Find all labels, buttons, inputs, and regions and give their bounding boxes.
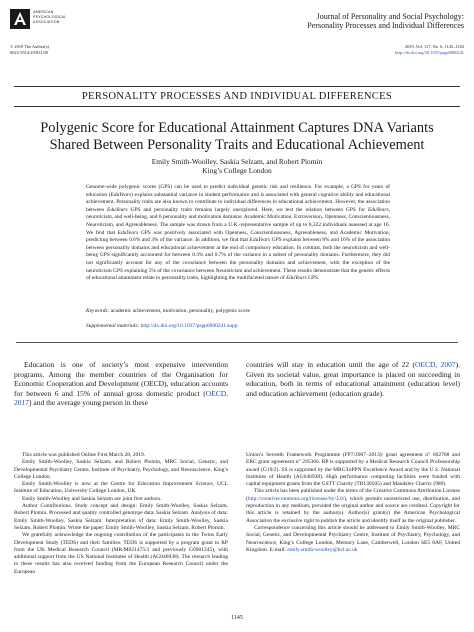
apa-logo [10, 9, 80, 33]
author-note: This article was published Online First March 28, 2019. [22, 452, 146, 458]
license-link[interactable]: http://creativecommons.org/licenses/by/3.0/ [247, 495, 345, 502]
author-note: We gratefully acknowledge the ongoing contribution of the participants in the Twins Early Development Study (TEDS) and their families. TEDS is supported by a program grant to RP from the UK Medical Research Council (MR/M021475/1 and previously G0901245), with additional support from the US National Institutes of Health (AG046938). The research leading to these results has also received funding from the European Research Council under the European [14, 532, 228, 575]
body-text: ) and the average young person in these [29, 398, 148, 408]
copyright-line: © 2019 The Author(s) [10, 44, 49, 49]
author-note: Author Contributions. Study concept and design: Emily Smith-Woolley, Saskia Selzam, Robert Plomin. Processed and quality controlled genotype data: Saskia Selzam. Analysis of data: Emily Smith-Woolley, Saskia Selzam. Interpretation of data: Emily Smith-Woolley, Saskia Selzam, Robert Plomin. Wrote the paper: Emily Smith-Woolley, Saskia Selzam, Robert Plomin. [14, 503, 228, 531]
author-list: Emily Smith-Woolley, Saskia Selzam, and Robert Plomin [151, 157, 323, 166]
page-number: 1145 [231, 615, 243, 621]
abstract-text: ) explains substantial variance in student performance and is associated with general cognitive ability and educational achievement. Personality traits are also known to contribute to individual differences in educational achievement. However, the association between [86, 191, 391, 213]
abstract-emphasis: EduYears [107, 206, 128, 213]
body-paragraph-right [246, 360, 460, 398]
correspondence-text: Correspondence concerning this article should be addressed to Emily Smith-Woolley, MRC Social, Genetic, and Developmental Psychiatry Centre, Institute of Psychiatry, Psychology, and Neuroscience, King’s College London, Memory Lane, Camberwell, London SE5 8AF, United Kingdom. E-mail: [246, 524, 460, 553]
abstract-text: , neuroticism, and well-being, and 6 personality and motivation domains: Academic Motivation, Extraversion, Openness, Conscientiousness, Neuroticism, and Agreeableness. The sample was drawn from a U.K.-representative sample of up to 8,322 individuals assessed at age 16. We find that [86, 206, 390, 236]
logo-line: ASSOCIATION [33, 20, 60, 25]
keywords-text: academic achievement, motivation, personality, polygenic score [109, 308, 250, 314]
abstract-divider [16, 342, 458, 343]
copyright-block [10, 44, 49, 56]
abstract [86, 184, 390, 283]
abstract-emphasis: EduYears [117, 229, 139, 236]
citation-block [395, 44, 464, 56]
body-text: countries will stay in education until the age of 22 ( [246, 360, 416, 369]
abstract-text: GPS. [306, 275, 320, 282]
keywords [86, 308, 390, 315]
author-note: Union’s Seventh Framework Programme (FP7/2007–2013)/ grant agreement n° 602768 and ERC grant agreement n° 295366. RP is supported by a Medical Research Council Professorship award (G19/2). SS is supported by the MRC/IoPPN Excellence Award and by the U.S. National Institutes of Health (AG046938). High performance computing facilities were funded with capital equipment grants from the GSTT Charity (TR130505) and Maudsley Charity (980). [246, 452, 460, 488]
abstract-text: GPS and personality traits remains largely unexplored. Here, we test the relation between GPS for [127, 206, 368, 213]
journal-title-line: Personality Processes and Individual Differences [307, 21, 464, 31]
author-note-right [246, 452, 460, 554]
abstract-emphasis: EduYears [110, 191, 132, 198]
author-note: Emily Smith-Woolley and Saskia Selzam are joint first authors. [22, 495, 162, 502]
email-link[interactable]: emily.smith-woolley@kcl.ac.uk [287, 546, 358, 553]
journal-title-line: Journal of Personality and Social Psychology: [316, 12, 464, 21]
abstract-text: Genome-wide polygenic scores (GPS) can be used to predict individual genetic risk and resilience. For example, a GPS for years of education ( [86, 184, 390, 198]
body-text: Education is one of society’s most expensive intervention programs. Among the member countries of the Organisation for Economic Cooperation and Development (OECD), education accounts for between 6 and 15% of annual gross domestic product ( [14, 360, 228, 398]
logo-line: AMERICAN [33, 10, 54, 14]
doi-link[interactable]: http://dx.doi.org/10.1037/pspp0000241 [395, 49, 464, 55]
supplemental-materials [86, 323, 390, 330]
supplemental-link[interactable]: http://dx.doi.org/10.1037/pspp0000241.supp [140, 323, 238, 329]
article-title [40, 120, 434, 153]
license-text: ), which permits unrestricted use, distribution, and reproduction in any medium, provided the original author and source are credited. Copyright for this article is retained by the author(s). Author(s) grant(s) the American Psychological Association the exclusive right to publish the article and identify itself as the original publisher. [246, 495, 460, 524]
abstract-text: GPS was positively associated with Openness, Conscientiousness, Agreeableness, and Academic Motivation, predicting between 0.6% and 3% of the variance. In addition, we find that [86, 229, 390, 244]
author-affiliation: King’s College London [202, 166, 272, 175]
body-text: ). Given its societal value, great importance is placed on succeeding in education, both in terms of educational attainment (education level) and education achievement (education grade). [246, 360, 461, 398]
article-title-line: Shared Between Personality Traits and Educational Achievement [49, 136, 425, 153]
article-title-line: Polygenic Score for Educational Attainment Captures DNA Variants [40, 120, 434, 136]
logo-line: PSYCHOLOGICAL [33, 15, 67, 20]
correspondence-note [246, 525, 460, 554]
keywords-label: Keywords: [86, 308, 110, 314]
section-banner: PERSONALITY PROCESSES AND INDIVIDUAL DIFFERENCES [14, 86, 460, 107]
abstract-emphasis: EduYears [367, 206, 389, 213]
volume-line: 2019, Vol. 117, No. 6, 1145–1163 [404, 44, 464, 49]
author-note: Emily Smith-Woolley is now at the Centre for Education Improvement Science, UCL Institute of Education, University College London, UK. [14, 481, 228, 495]
citation-link[interactable]: OECD, 2017 [14, 388, 228, 408]
body-paragraph-left [14, 360, 228, 408]
abstract-emphasis: EduYears [286, 275, 307, 282]
supplemental-label: Supplemental materials: [86, 323, 140, 329]
citation-link[interactable]: OECD, 2007 [415, 360, 456, 369]
abstract-text: GPS explains between 8% and 16% of the association between personality domains and educational achievement at the end of compulsory education. In contrast, both the neuroticism and well-being GPS significantly accounted for between 0.3% and 0.7% of the variance in a subset of personality domains. Furthermore, they did not significantly account for any of the covariance between the personality domains and achievement, with the exception of the neuroticism GPS explaining 5% of the covariance between Neuroticism and achievement. These results demonstrate that the genetic effects of educational attainment relate to personality traits, highlighting the multifaceted nature of [86, 237, 390, 282]
license-note [246, 488, 460, 524]
author-note-left [14, 452, 228, 576]
issn-line: 0022-3514/19/$12.00 [10, 49, 48, 55]
apa-logo-text [33, 10, 66, 26]
abstract-emphasis: EduYears [249, 237, 271, 244]
apa-logo-mark-icon [10, 9, 30, 29]
author-note: Emily Smith-Woolley, Saskia Selzam, and Robert Plomin, MRC Social, Genetic, and Developmental Psychiatry Centre, Institute of Psychiatry, Psychology, and Neuroscience, King’s College London. [14, 459, 228, 480]
journal-title [244, 12, 464, 31]
license-text: This article has been published under the terms of the Creative Commons Attribution License ( [246, 488, 460, 502]
